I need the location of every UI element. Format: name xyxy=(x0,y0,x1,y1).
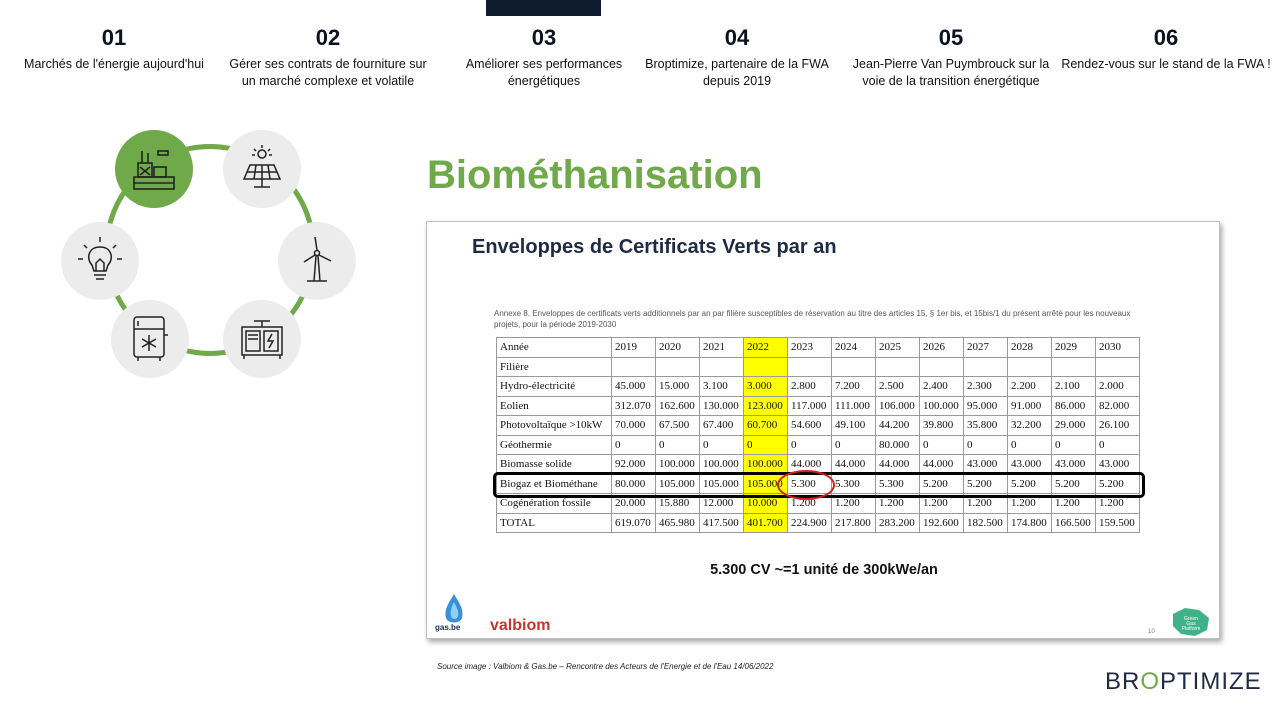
table-cell xyxy=(832,357,876,377)
table-cell xyxy=(744,357,788,377)
table-cell: 1.200 xyxy=(788,494,832,514)
table-cell: 43.000 xyxy=(1052,455,1096,475)
table-cell: 2020 xyxy=(656,338,700,358)
table-cell: 5.300 xyxy=(876,474,920,494)
table-cell: 2.000 xyxy=(1096,377,1140,397)
nav-label: Marchés de l'énergie aujourd'hui xyxy=(24,57,204,71)
source-caption: Source image : Valbiom & Gas.be – Rencontre des Acteurs de l'Energie et de l'Eau 14/06/2022 xyxy=(437,662,774,671)
factory-icon xyxy=(128,143,180,195)
table-cell: 2026 xyxy=(920,338,964,358)
wind-turbine-icon xyxy=(291,235,343,287)
certificates-table xyxy=(496,337,1140,533)
table-row xyxy=(497,338,1140,358)
table-cell: 80.000 xyxy=(612,474,656,494)
table-row xyxy=(497,416,1140,436)
table-cell: 44.000 xyxy=(920,455,964,475)
table-cell: 44.200 xyxy=(876,416,920,436)
wheel-node-factory[interactable] xyxy=(115,130,193,208)
row-label-cell: Hydro-électricité xyxy=(497,377,612,397)
table-cell: 2028 xyxy=(1008,338,1052,358)
table-cell: 43.000 xyxy=(1008,455,1052,475)
table-cell: 2027 xyxy=(964,338,1008,358)
row-label-cell: Filière xyxy=(497,357,612,377)
table-cell: 2.300 xyxy=(964,377,1008,397)
table-cell xyxy=(920,357,964,377)
table-cell xyxy=(788,357,832,377)
annex-text: Annexe 8. Enveloppes de certificats verts additionnels par an par filière susceptibles de réservation au titre des articles 15, § 1er bis, et 15bis/1 du présent arrêté pour les nouveaux projets, pour la période 2019-2030 xyxy=(494,309,1131,329)
fridge-icon xyxy=(124,313,176,365)
table-cell: 95.000 xyxy=(964,396,1008,416)
table-cell: 105.000 xyxy=(744,474,788,494)
table-cell: 100.000 xyxy=(656,455,700,475)
row-label-cell: Biomasse solide xyxy=(497,455,612,475)
table-cell: 106.000 xyxy=(876,396,920,416)
active-section-indicator xyxy=(486,0,601,16)
table-cell: 1.200 xyxy=(1052,494,1096,514)
table-cell: 44.000 xyxy=(788,455,832,475)
row-label-cell: Eolien xyxy=(497,396,612,416)
table-cell: 44.000 xyxy=(832,455,876,475)
table-cell xyxy=(656,357,700,377)
nav-label: Améliorer ses performances énergétiques xyxy=(465,57,623,88)
table-cell: 0 xyxy=(612,435,656,455)
table-cell: 0 xyxy=(788,435,832,455)
row-label-cell: TOTAL xyxy=(497,513,612,533)
gas-logo-text: gas.be xyxy=(435,623,461,632)
svg-text:Green: Green xyxy=(1184,616,1198,622)
nav-number: 03 xyxy=(531,25,557,50)
table-cell: 2.100 xyxy=(1052,377,1096,397)
table-body xyxy=(497,338,1140,533)
table-cell: 86.000 xyxy=(1052,396,1096,416)
table-cell: 100.000 xyxy=(920,396,964,416)
table-cell: 26.100 xyxy=(1096,416,1140,436)
table-row xyxy=(497,357,1140,377)
table-cell: 283.200 xyxy=(876,513,920,533)
table-cell: 2021 xyxy=(700,338,744,358)
table-cell: 1.200 xyxy=(832,494,876,514)
table-cell: 1.200 xyxy=(1096,494,1140,514)
table-cell: 166.500 xyxy=(1052,513,1096,533)
table-cell xyxy=(612,357,656,377)
table-cell: 60.700 xyxy=(744,416,788,436)
highlight-circle xyxy=(777,470,835,500)
table-cell: 619.070 xyxy=(612,513,656,533)
table-cell: 224.900 xyxy=(788,513,832,533)
slide-page-number: 10 xyxy=(1148,629,1155,635)
table-cell: 5.200 xyxy=(920,474,964,494)
table-cell: 217.800 xyxy=(832,513,876,533)
wheel-node-wind[interactable] xyxy=(278,222,356,300)
nav-item-03[interactable] xyxy=(439,24,649,89)
row-label-cell: Biogaz et Biométhane xyxy=(497,474,612,494)
table-cell: 70.000 xyxy=(612,416,656,436)
nav-item-06[interactable] xyxy=(1061,24,1271,73)
table-cell: 44.000 xyxy=(876,455,920,475)
table-cell: 105.000 xyxy=(656,474,700,494)
table-cell: 49.100 xyxy=(832,416,876,436)
table-cell: 182.500 xyxy=(964,513,1008,533)
nav-label: Gérer ses contrats de fourniture sur un marché complexe et volatile xyxy=(229,57,427,88)
table-cell: 0 xyxy=(656,435,700,455)
broptimize-logo xyxy=(1105,668,1262,696)
lightbulb-icon xyxy=(74,235,126,287)
table-cell: 2030 xyxy=(1096,338,1140,358)
table-cell: 2.400 xyxy=(920,377,964,397)
table-cell: 0 xyxy=(832,435,876,455)
table-cell: 43.000 xyxy=(1096,455,1140,475)
solar-panel-icon xyxy=(236,143,288,195)
table-cell: 5.300 xyxy=(832,474,876,494)
table-cell xyxy=(1096,357,1140,377)
table-cell: 1.200 xyxy=(964,494,1008,514)
table-cell: 91.000 xyxy=(1008,396,1052,416)
table-cell: 0 xyxy=(1052,435,1096,455)
table-cell: 2019 xyxy=(612,338,656,358)
table-cell: 5.200 xyxy=(1052,474,1096,494)
table-cell xyxy=(700,357,744,377)
nav-item-05[interactable] xyxy=(846,24,1056,89)
table-cell xyxy=(1008,357,1052,377)
slide-title: Enveloppes de Certificats Verts par an xyxy=(472,236,837,258)
table-cell: 312.070 xyxy=(612,396,656,416)
table-cell: 29.000 xyxy=(1052,416,1096,436)
row-label-cell: Photovoltaïque >10kW xyxy=(497,416,612,436)
table-cell: 2022 xyxy=(744,338,788,358)
table-cell: 15.880 xyxy=(656,494,700,514)
table-cell: 5.200 xyxy=(1096,474,1140,494)
brand-o: O xyxy=(1140,668,1161,695)
energy-wheel xyxy=(0,0,420,400)
generator-icon xyxy=(236,313,288,365)
table-cell: 2.800 xyxy=(788,377,832,397)
svg-text:Platform: Platform xyxy=(1181,626,1201,632)
brand-part: BR xyxy=(1105,668,1141,695)
table-cell: 92.000 xyxy=(612,455,656,475)
table-cell: 54.600 xyxy=(788,416,832,436)
embedded-slide xyxy=(426,221,1220,639)
table-cell xyxy=(964,357,1008,377)
row-label-cell: Année xyxy=(497,338,612,358)
wheel-node-solar[interactable] xyxy=(223,130,301,208)
table-cell: 117.000 xyxy=(788,396,832,416)
table-cell: 2.500 xyxy=(876,377,920,397)
nav-label: Broptimize, partenaire de la FWA depuis 2019 xyxy=(645,57,829,88)
table-cell: 401.700 xyxy=(744,513,788,533)
brand-part: PTIMIZE xyxy=(1160,668,1262,695)
table-cell: 1.200 xyxy=(1008,494,1052,514)
green-gas-platform-logo-icon xyxy=(1169,604,1213,639)
table-cell: 2024 xyxy=(832,338,876,358)
table-cell: 0 xyxy=(700,435,744,455)
table-cell: 0 xyxy=(920,435,964,455)
table-cell: 0 xyxy=(744,435,788,455)
svg-text:Gas: Gas xyxy=(1186,621,1196,627)
table-cell: 80.000 xyxy=(876,435,920,455)
table-cell: 1.200 xyxy=(876,494,920,514)
nav-label: Jean-Pierre Van Puymbrouck sur la voie de la transition énergétique xyxy=(852,57,1050,88)
table-cell xyxy=(876,357,920,377)
valbiom-logo: valbiom xyxy=(490,617,551,634)
table-cell: 100.000 xyxy=(744,455,788,475)
table-cell: 5.200 xyxy=(1008,474,1052,494)
nav-number: 04 xyxy=(724,25,750,50)
row-label-cell: Cogénération fossile xyxy=(497,494,612,514)
table-cell: 111.000 xyxy=(832,396,876,416)
table-cell: 5.200 xyxy=(964,474,1008,494)
table-cell: 45.000 xyxy=(612,377,656,397)
table-cell: 0 xyxy=(1008,435,1052,455)
wheel-node-lightbulb[interactable] xyxy=(61,222,139,300)
table-row xyxy=(497,377,1140,397)
table-cell: 159.500 xyxy=(1096,513,1140,533)
table-cell xyxy=(1052,357,1096,377)
table-cell: 3.100 xyxy=(700,377,744,397)
table-cell: 123.000 xyxy=(744,396,788,416)
table-cell: 162.600 xyxy=(656,396,700,416)
table-cell: 82.000 xyxy=(1096,396,1140,416)
table-cell: 32.200 xyxy=(1008,416,1052,436)
table-cell: 10.000 xyxy=(744,494,788,514)
table-cell: 20.000 xyxy=(612,494,656,514)
table-cell: 43.000 xyxy=(964,455,1008,475)
table-cell: 2025 xyxy=(876,338,920,358)
nav-number: 05 xyxy=(938,25,964,50)
table-cell: 2023 xyxy=(788,338,832,358)
table-row xyxy=(497,513,1140,533)
page-title: Biométhanisation xyxy=(427,153,763,197)
wheel-node-fridge[interactable] xyxy=(111,300,189,378)
table-cell: 417.500 xyxy=(700,513,744,533)
nav-item-04[interactable] xyxy=(632,24,842,89)
table-cell: 465.980 xyxy=(656,513,700,533)
table-cell: 5.300 xyxy=(788,474,832,494)
table-cell: 3.000 xyxy=(744,377,788,397)
table-cell: 1.200 xyxy=(920,494,964,514)
nav-number: 01 xyxy=(101,25,127,50)
nav-number: 06 xyxy=(1153,25,1179,50)
table-row xyxy=(497,435,1140,455)
table-cell: 174.800 xyxy=(1008,513,1052,533)
table-cell: 130.000 xyxy=(700,396,744,416)
table-cell: 39.800 xyxy=(920,416,964,436)
table-cell: 100.000 xyxy=(700,455,744,475)
nav-number: 02 xyxy=(315,25,341,50)
table-cell: 2029 xyxy=(1052,338,1096,358)
wheel-node-generator[interactable] xyxy=(223,300,301,378)
nav-label: Rendez-vous sur le stand de la FWA ! xyxy=(1061,57,1271,71)
table-cell: 12.000 xyxy=(700,494,744,514)
table-cell: 2.200 xyxy=(1008,377,1052,397)
row-label-cell: Géothermie xyxy=(497,435,612,455)
table-cell: 105.000 xyxy=(700,474,744,494)
table-cell: 0 xyxy=(964,435,1008,455)
table-cell: 35.800 xyxy=(964,416,1008,436)
table-cell: 67.400 xyxy=(700,416,744,436)
table-cell: 67.500 xyxy=(656,416,700,436)
table-cell: 7.200 xyxy=(832,377,876,397)
table-row xyxy=(497,396,1140,416)
table-cell: 15.000 xyxy=(656,377,700,397)
slide-caption: 5.300 CV ~=1 unité de 300kWe/an xyxy=(710,562,938,578)
table-cell: 192.600 xyxy=(920,513,964,533)
table-cell: 0 xyxy=(1096,435,1140,455)
